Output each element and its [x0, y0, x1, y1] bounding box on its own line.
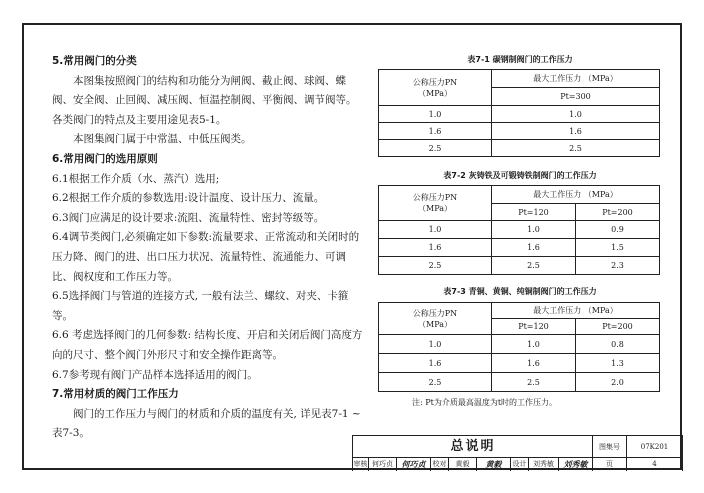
- designer-signature: 刘秀敏: [559, 458, 593, 471]
- table-2-caption: 表7-2 灰铸铁及可锻铸铁制阀门的工作压力: [443, 171, 597, 180]
- reviewer-name: 何巧贞: [369, 458, 397, 471]
- table-row: 2.5 2.5 2.0: [379, 373, 660, 392]
- atlas-label: 图集号: [593, 436, 627, 458]
- table-row: 2.5 2.5 2.3: [379, 257, 660, 275]
- table-2-pn-header: 公称压力PN （MPa）: [379, 186, 492, 221]
- table-2-sub-header-1: Pt=120: [492, 204, 576, 221]
- check-label: 校对: [431, 458, 449, 471]
- table-3-sub-header-2: Pt=200: [576, 319, 660, 335]
- section-6-item-1: 6.1根据工作介质（水、蒸汽）选用;: [52, 172, 220, 185]
- section-6-item-7: 6.7参考现有阀门产品样本选择适用的阀门。: [52, 368, 258, 381]
- table-3-pn-header: 公称压力PN （MPa）: [379, 303, 492, 335]
- table-2: [378, 185, 660, 275]
- table-note: 注: Pt为介质最高温度为t时的工作压力。: [412, 398, 558, 407]
- table-row: 2.5 2.5: [379, 140, 660, 157]
- table-2-max-header: 最大工作压力 （MPa）: [492, 186, 660, 204]
- section-5-paragraph-2: 本图集阀门属于中常温、中低压阀类。: [73, 133, 252, 146]
- table-3: [378, 302, 660, 392]
- review-label: 审核: [353, 458, 369, 471]
- table-3-caption: 表7-3 青铜、黄铜、纯铜制阀门的工作压力: [443, 287, 597, 296]
- section-5-paragraph-1: 本图集按照阀门的结构和功能分为闸阀、截止阀、球阀、蝶阀、安全阀、止回阀、减压阀、恒温控制阀、平衡阀、调节阀等。各类阀门的特点及主要用途见表5-1。: [52, 74, 357, 126]
- section-7-title: 7.常用材质的阀门工作压力: [52, 388, 179, 401]
- page-number: 4: [627, 458, 683, 471]
- section-5-title: 5.常用阀门的分类: [52, 55, 137, 67]
- title-block: [352, 435, 682, 470]
- table-row: 1.0 1.0 0.9: [379, 221, 660, 239]
- reviewer-signature: 何巧贞: [397, 458, 431, 471]
- page-title: 总说明: [450, 439, 496, 454]
- section-6-item-4: 6.4调节类阀门,必须确定如下参数:流量要求、正常流动和关闭时的压力降、阀门的进、出口压力状况、流量特性、流通能力、可调比、阀权度和工作压力等。: [52, 231, 360, 283]
- table-2-sub-header-2: Pt=200: [576, 204, 660, 221]
- section-6-item-2: 6.2根据工作介质的参数选用:设计温度、设计压力、流量。: [52, 192, 325, 205]
- table-1-sub-header: Pt=300: [492, 88, 660, 106]
- left-column: [52, 52, 364, 444]
- section-6-item-3: 6.3阀门应满足的设计要求:流阻、流量特性、密封等级等。: [52, 211, 325, 224]
- section-6-item-6: 6.6 考虑选择阀门的几何参数: 结构长度、开启和关闭后阀门高度方向的尺寸、整个阀门外形尺寸和安全操作距离等。: [52, 329, 363, 361]
- atlas-number: 07K201: [627, 436, 683, 458]
- section-6-item-5: 6.5选择阀门与管道的连接方式, 一般有法兰、螺纹、对夹、卡箍等。: [52, 290, 349, 322]
- table-3-sub-header-1: Pt=120: [492, 319, 576, 335]
- table-1-pn-header: 公称压力PN （MPa）: [379, 70, 492, 106]
- table-row: 1.0 1.0 0.8: [379, 335, 660, 354]
- table-row: 1.6 1.6 1.3: [379, 354, 660, 373]
- table-1-caption: 表7-1 碳钢制阀门的工作压力: [467, 55, 573, 64]
- page-label: 页: [593, 458, 627, 471]
- designer-name: 刘秀敏: [529, 458, 559, 471]
- section-6-title: 6.常用阀门的选用原则: [52, 152, 158, 165]
- table-1: [378, 69, 660, 157]
- table-1-max-header: 最大工作压力 （MPa）: [492, 70, 660, 88]
- table-row: 1.6 1.6: [379, 123, 660, 140]
- section-7-paragraph: 阀门的工作压力与阀门的材质和介质的温度有关, 详见表7-1 ~ 表7-3。: [52, 407, 361, 440]
- table-row: 1.0 1.0: [379, 106, 660, 123]
- checker-name: 黄毅: [449, 458, 477, 471]
- table-row: 1.6 1.6 1.5: [379, 239, 660, 257]
- table-3-max-header: 最大工作压力 （MPa）: [492, 303, 660, 319]
- design-label: 设计: [511, 458, 529, 471]
- checker-signature: 黄毅: [477, 458, 511, 471]
